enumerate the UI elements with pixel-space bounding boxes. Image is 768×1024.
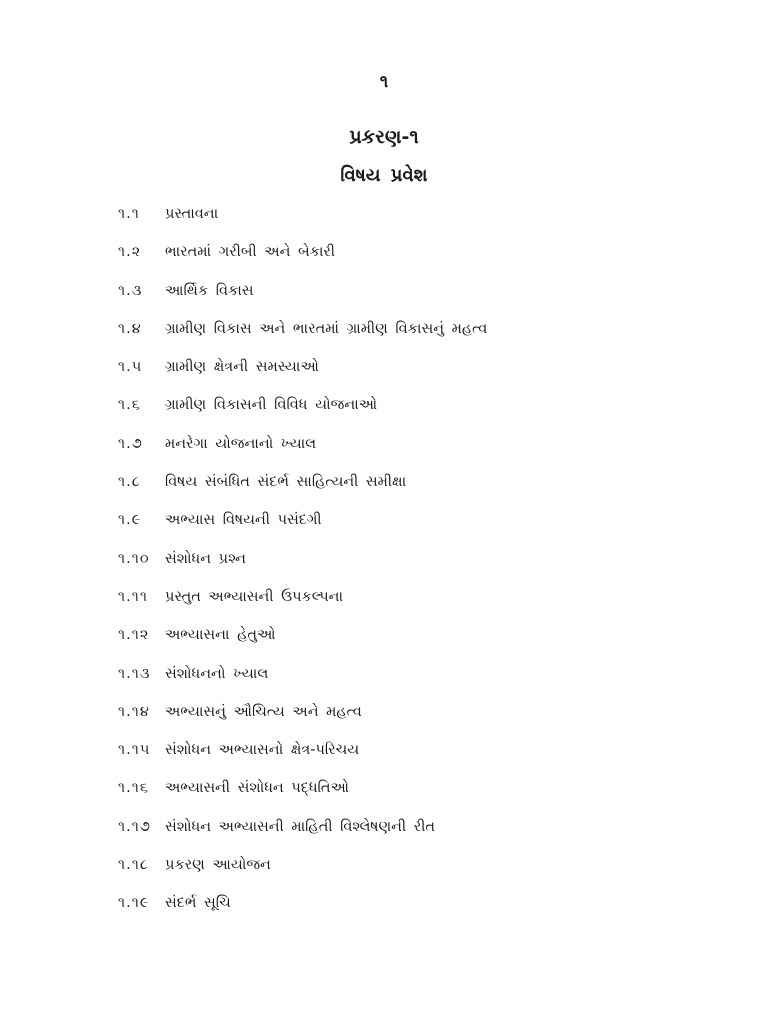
toc-item-number: ૧.૧૪: [118, 703, 150, 720]
chapter-heading: પ્રકરણ-૧: [349, 126, 419, 148]
toc-item-number: ૧.૧૮: [118, 857, 149, 874]
toc-item-title: સંશોધન અભ્યાસનો ક્ષેત્ર-પરિચય: [165, 742, 360, 759]
toc-item-number: ૧.૧૨: [118, 627, 150, 644]
toc-item: [118, 587, 718, 625]
chapter-subtitle: વિષય પ્રવેશ: [340, 165, 428, 186]
toc-item-number: ૧.૧: [118, 206, 140, 222]
toc-item-title: આર્થિક વિકાસ: [165, 282, 254, 299]
toc-item-title: મનરેગા યોજનાનો ખ્યાલ: [165, 435, 317, 452]
page-number: [0, 72, 768, 92]
toc-item-number: ૧.૩: [118, 282, 143, 299]
toc-item: [118, 855, 718, 893]
toc-item: [118, 319, 718, 357]
toc-item-title: અભ્યાસની સંશોધન પદ્ધતિઓ: [165, 780, 349, 797]
toc-item: [118, 472, 718, 510]
toc-item-number: ૧.૨: [118, 244, 142, 261]
toc-item-title: ભારતમાં ગરીબી અને બેકારી: [165, 244, 336, 261]
toc-item-title: સંદર્ભ સૂચિ: [165, 895, 231, 912]
toc-item: [118, 664, 718, 702]
toc-item-number: ૧.૧૧: [118, 588, 148, 605]
toc-item-title: ગ્રામીણ વિકાસ અને ભારતમાં ગ્રામીણ વિકાસનું મહત્વ: [165, 320, 488, 337]
toc-item: [118, 395, 718, 433]
toc-item-number: ૧.૫: [118, 359, 143, 376]
toc-item-title: અભ્યાસ વિષયની પસંદગી: [165, 512, 322, 529]
toc-item-title: વિષય સંબંધિત સંદર્ભ સાહિત્યની સમીક્ષા: [165, 474, 407, 491]
toc-item-number: ૧.૧૦: [118, 550, 150, 567]
toc-item-title: સંશોધન અભ્યાસની માહિતી વિશ્લેષણની રીત: [165, 818, 435, 835]
toc-item-number: ૧.૮: [118, 474, 141, 491]
toc-item: [118, 549, 718, 587]
toc-item: [118, 357, 718, 395]
toc-item-number: ૧.૧૩: [118, 665, 151, 682]
toc-item-title: પ્રસ્તાવના: [165, 206, 219, 222]
toc-item: [118, 740, 718, 778]
table-of-contents: [118, 204, 718, 932]
toc-item-number: ૧.૧૯: [118, 895, 150, 912]
toc-item-number: ૧.૪: [118, 320, 142, 337]
toc-item: [118, 778, 718, 816]
toc-item: [118, 510, 718, 548]
toc-item-title: પ્રસ્તુત અભ્યાસની ઉપકલ્પના: [165, 588, 344, 605]
toc-item-number: ૧.૬: [118, 397, 141, 414]
toc-item: [118, 204, 718, 242]
page-number-text: ૧: [379, 72, 389, 92]
toc-item-title: ગ્રામીણ વિકાસની વિવિધ યોજનાઓ: [165, 397, 378, 414]
toc-item-title: અભ્યાસના હેતુઓ: [165, 627, 276, 644]
toc-item-title: અભ્યાસનું ઔચિત્ય અને મહત્વ: [165, 703, 362, 720]
toc-item-number: ૧.૧૫: [118, 742, 151, 759]
toc-item-title: પ્રકરણ આયોજન: [165, 857, 271, 874]
toc-item: [118, 434, 718, 472]
toc-item-title: ગ્રામીણ ક્ષેત્રની સમસ્યાઓ: [165, 359, 319, 376]
toc-item-number: ૧.૧૭: [118, 818, 151, 835]
toc-item: [118, 893, 718, 931]
toc-item-title: સંશોધન પ્રશ્ન: [165, 550, 246, 567]
toc-item: [118, 242, 718, 280]
toc-item: [118, 817, 718, 855]
toc-item-title: સંશોધનનો ખ્યાલ: [165, 665, 269, 682]
toc-item: [118, 702, 718, 740]
toc-item-number: ૧.૭: [118, 435, 143, 452]
toc-item-number: ૧.૯: [118, 512, 142, 529]
toc-item: [118, 281, 718, 319]
toc-item-number: ૧.૧૬: [118, 780, 149, 797]
toc-item: [118, 625, 718, 663]
